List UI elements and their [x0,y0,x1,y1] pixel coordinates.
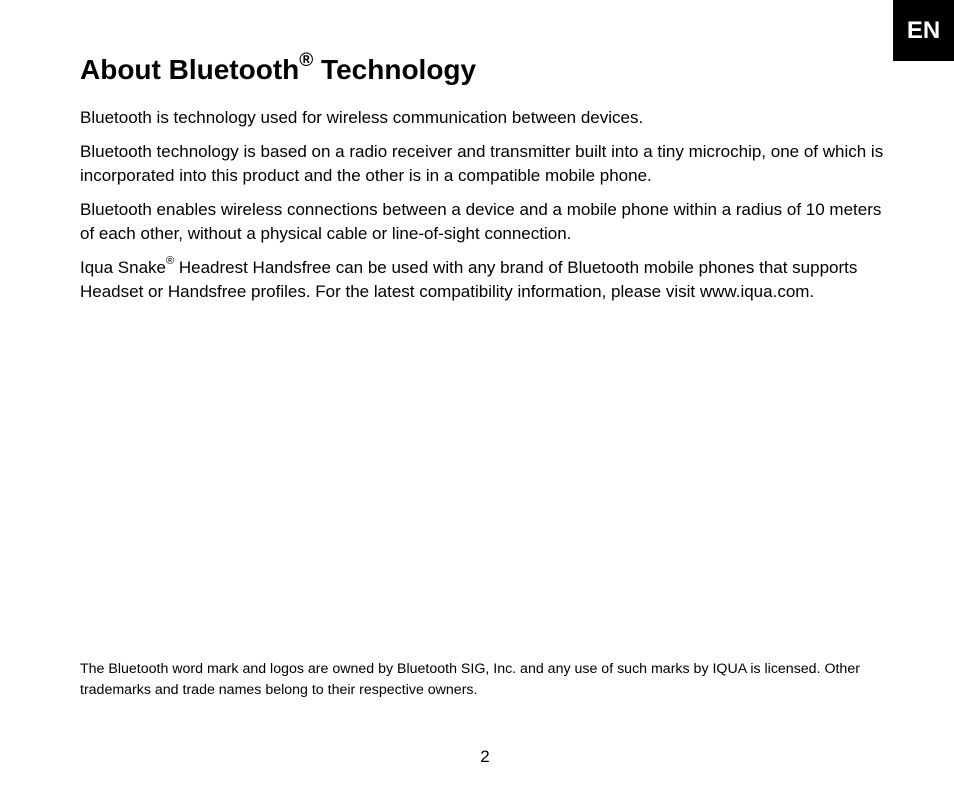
language-tab: EN [893,0,954,61]
paragraph-compatibility [80,256,900,304]
compatibility-text: Headrest Handsfree can be used with any brand of Bluetooth mobile phones that supports Headset or Handsfree profiles. For the latest compatibility information, please visit www.iqua.com. [80,258,858,301]
paragraph-range: Bluetooth enables wireless connections between a device and a mobile phone within a radius of 10 meters of each other, without a physical cable or line-of-sight connection. [80,200,882,243]
product-name: Iqua Snake [80,258,167,277]
title-registered-mark: ® [299,49,314,71]
paragraph-technology: Bluetooth technology is based on a radio receiver and transmitter built into a tiny microchip, one of which is incorporated into this product and the other is in a compatible mobile phone. [80,142,884,185]
trademark-footnote: The Bluetooth word mark and logos are owned by Bluetooth SIG, Inc. and any use of such marks by IQUA is licensed. Other trademarks and trade names belong to their respective owners. [80,661,860,698]
page-number: 2 [480,747,490,766]
title-prefix: About Bluetooth [80,54,300,85]
page-title [80,50,476,90]
title-suffix: Technology [313,54,477,85]
body-text [80,106,900,314]
product-registered-mark: ® [166,255,175,268]
paragraph-intro: Bluetooth is technology used for wireless communication between devices. [80,108,644,127]
